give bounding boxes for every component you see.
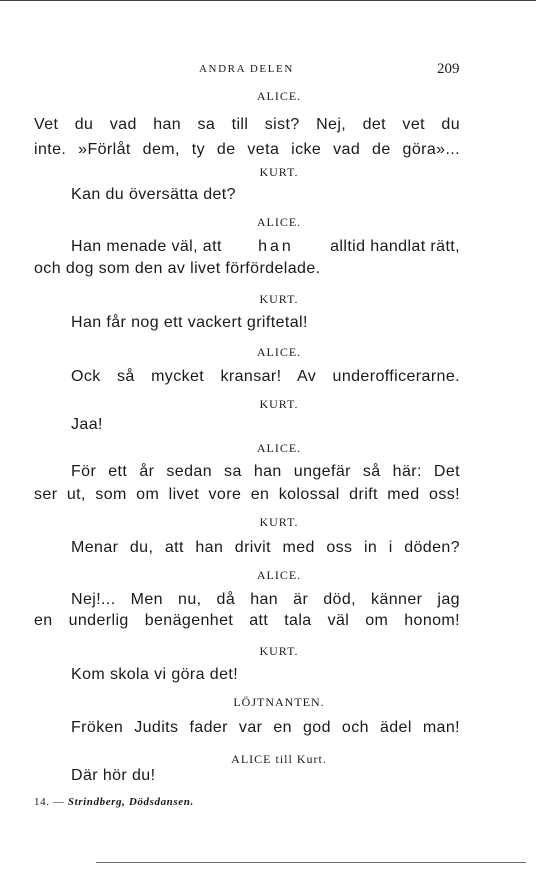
speaker-name: LÖJTNANTEN. <box>233 695 325 709</box>
bottom-edge-rule <box>96 862 526 863</box>
dialogue-line: Fröken Judits fader var en god och ädel man! <box>71 719 460 736</box>
dialogue-line: Jaa! <box>71 416 103 433</box>
dialogue-line: ser ut, som om livet vore en kolossal drift med oss! <box>34 486 460 503</box>
printer-signature <box>34 795 194 809</box>
speaker-name: ALICE. <box>256 89 302 103</box>
page-number: 209 <box>437 61 460 77</box>
dialogue-line: inte. »Förlåt dem, ty de veta icke vad de göra»... <box>34 141 460 158</box>
dialogue-line: Han får nog ett vackert griftetal! <box>71 314 308 331</box>
dialogue-line <box>71 236 460 258</box>
speaker-name: KURT. <box>259 515 299 529</box>
speaker-name: ALICE. <box>256 345 302 359</box>
section-title: ANDRA DELEN <box>199 63 294 75</box>
dialogue-line: och dog som den av livet förfördelade. <box>34 260 321 277</box>
speaker-name: KURT. <box>259 165 299 179</box>
signature-work: Strindberg, Dödsdansen. <box>67 796 194 808</box>
speaker-name: KURT. <box>259 397 299 411</box>
dialogue-line: Vet du vad han sa till sist? Nej, det vet du <box>34 116 460 133</box>
dialogue-line: en underlig benägenhet att tala väl om honom! <box>34 612 460 629</box>
speaker-name: ALICE till Kurt. <box>231 752 327 766</box>
emphasized-word: han <box>258 238 294 255</box>
speaker-name: ALICE. <box>256 441 302 455</box>
signature-number: 14. — <box>34 796 65 808</box>
running-head <box>0 62 536 78</box>
speaker-name: KURT. <box>259 292 299 306</box>
speaker-name: KURT. <box>259 644 299 658</box>
dialogue-line: Nej!... Men nu, då han är död, känner jag <box>71 591 460 608</box>
dialogue-fragment: Han menade väl, att <box>71 238 222 255</box>
dialogue-line: Där hör du! <box>71 767 156 784</box>
dialogue-line: Menar du, att han drivit med oss in i döden? <box>71 539 460 556</box>
dialogue-line: Kom skola vi göra det! <box>71 666 239 683</box>
top-edge-rule <box>0 0 536 1</box>
speaker-name: ALICE. <box>256 568 302 582</box>
dialogue-line: För ett år sedan sa han ungefär så här: Det <box>71 463 460 480</box>
dialogue-fragment: alltid handlat rätt, <box>330 238 460 255</box>
dialogue-line: Ock så mycket kransar! Av underofficerarne. <box>71 368 460 385</box>
dialogue-line: Kan du översätta det? <box>71 186 236 203</box>
speaker-name: ALICE. <box>256 215 302 229</box>
